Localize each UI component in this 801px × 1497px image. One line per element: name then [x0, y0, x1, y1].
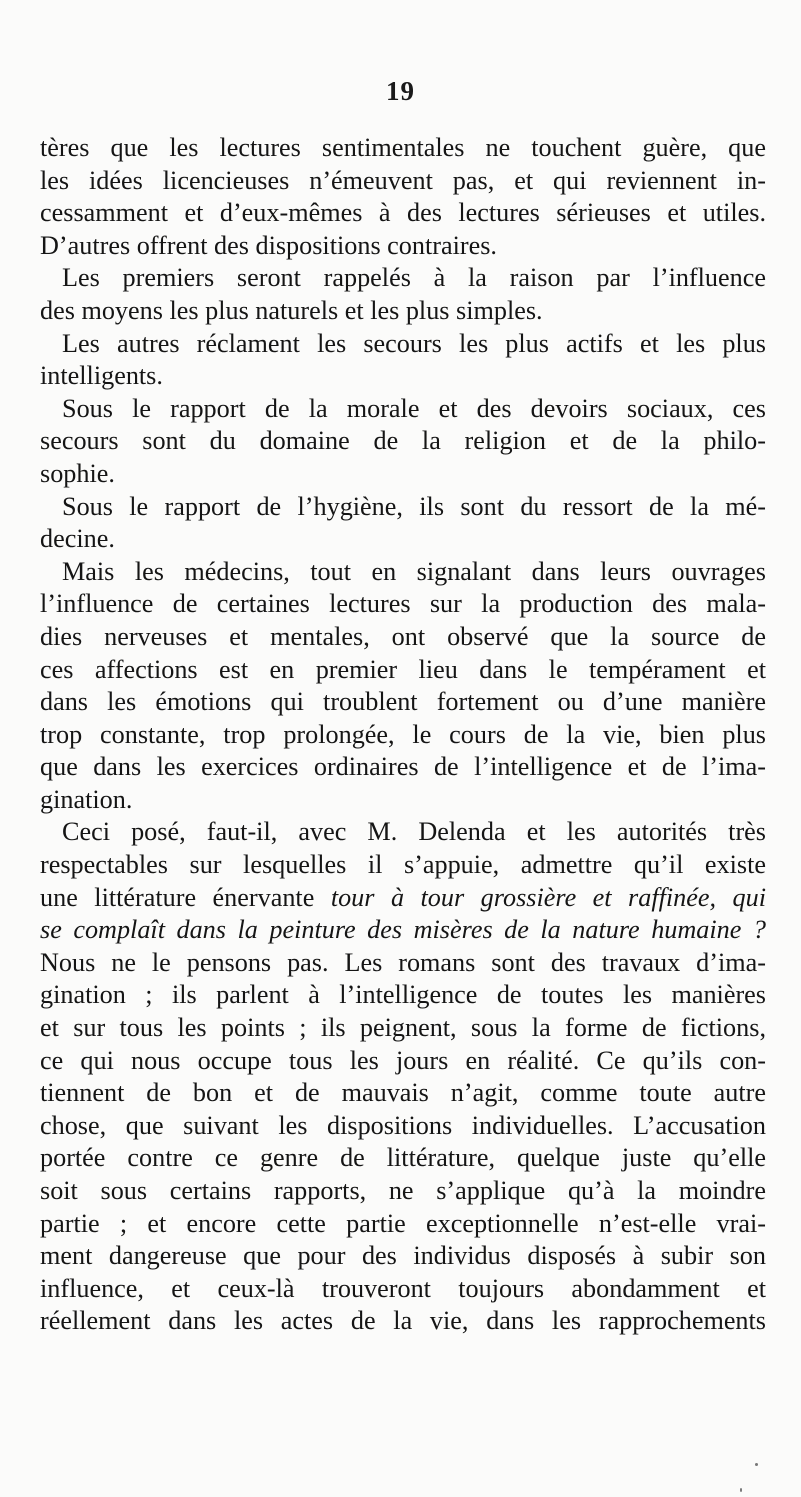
- text-line-content: les idées licencieuses n’émeuvent pas, et qui reviennent in-: [40, 165, 766, 195]
- text-line: [40, 1045, 766, 1078]
- text-line-content: ment dangereuse que pour des individus disposés à subir son: [40, 1241, 766, 1271]
- text-line-content: soit sous certains rapports, ne s’applique qu’à la moindre: [40, 1176, 766, 1205]
- text-line: [40, 1273, 766, 1306]
- text-line: [40, 393, 766, 426]
- text-line: [40, 165, 766, 198]
- text-line-content: partie ; et encore cette partie exceptionnelle n’est-elle vrai-: [40, 1208, 766, 1238]
- text-line: [40, 816, 766, 849]
- text-line: [40, 556, 766, 589]
- text-line-content: influence, et ceux-là trouveront toujours abondamment et: [40, 1273, 766, 1303]
- text-line-content: ces affections est en premier lieu dans le tempérament et: [40, 654, 766, 684]
- text-line: [40, 947, 766, 980]
- text-line-content: ce qui nous occupe tous les jours en réalité. Ce qu’ils con-: [40, 1045, 766, 1075]
- text-line-content: l’influence de certaines lectures sur la production des mala-: [40, 589, 766, 619]
- text-line: [40, 1110, 766, 1143]
- page-number: 19: [386, 76, 415, 106]
- text-line-content: D’autres offrent des dispositions contraires.: [40, 230, 497, 260]
- text-line-content: Nous ne le pensons pas. Les romans sont des travaux d’ima-: [40, 947, 766, 977]
- text-line-content: que dans les exercices ordinaires de l’intelligence et de l’ima-: [40, 752, 766, 782]
- text-line-content: Ceci posé, faut-il, avec M. Delenda et les autorités très: [62, 817, 766, 847]
- text-line: [40, 719, 766, 752]
- text-line: [40, 491, 766, 524]
- text-line: [40, 588, 766, 621]
- text-line-content: Sous le rapport de l’hygiène, ils sont du ressort de la mé-: [62, 491, 766, 521]
- text-line: [40, 523, 766, 556]
- text-line-content: sophie.: [40, 458, 115, 488]
- text-line: [40, 654, 766, 687]
- italic-phrase: tour à tour grossière et raffinée, qui: [330, 882, 766, 912]
- text-line: [40, 751, 766, 784]
- text-line-content: tères que les lectures sentimentales ne touchent guère, que: [40, 133, 766, 162]
- text-line-content: respectables sur lesquelles il s’appuie, admettre qu’il existe: [40, 850, 766, 880]
- body-text: [40, 132, 766, 1338]
- text-line-content: réellement dans les actes de la vie, dans les rapprochements: [40, 1306, 766, 1336]
- text-line-content: Sous le rapport de la morale et des devoirs sociaux, ces: [62, 393, 766, 423]
- text-line: [40, 1305, 766, 1338]
- text-line-content: chose, que suivant les dispositions individuelles. L’accusation: [40, 1110, 766, 1140]
- ink-speck: [755, 1463, 758, 1466]
- text-line: [40, 1208, 766, 1241]
- text-line-content: trop constante, trop prolongée, le cours de la vie, bien plus: [40, 719, 766, 749]
- text-line: [40, 979, 766, 1012]
- text-line-content: Mais les médecins, tout en signalant dans leurs ouvrages: [62, 556, 766, 586]
- text-line-content: decine.: [40, 524, 115, 554]
- text-line-content: intelligents.: [40, 361, 163, 391]
- text-line: [40, 230, 766, 263]
- text-line: [40, 262, 766, 295]
- text-line: [40, 1012, 766, 1045]
- text-line-content: portée contre ce genre de littérature, quelque juste qu’elle: [40, 1143, 766, 1173]
- text-line-content: gination.: [40, 784, 133, 814]
- text-line: [40, 849, 766, 882]
- text-line: [40, 1240, 766, 1273]
- text-line: [40, 784, 766, 817]
- text-line-content: une littérature énervante: [40, 882, 331, 912]
- text-line: [40, 425, 766, 458]
- text-line: [40, 458, 766, 491]
- text-line-content: tiennent de bon et de mauvais n’agit, comme toute autre: [40, 1078, 766, 1108]
- text-line: [40, 1175, 766, 1208]
- text-line: [40, 1077, 766, 1110]
- text-line-content: secours sont du domaine de la religion et de la philo-: [40, 426, 766, 456]
- text-line: [40, 328, 766, 361]
- text-line: [40, 621, 766, 654]
- text-line: [40, 882, 766, 915]
- text-line-content: cessamment et d’eux-mêmes à des lectures sérieuses et utiles.: [40, 198, 766, 228]
- text-line: [40, 132, 766, 165]
- text-line: [40, 295, 766, 328]
- text-line-content: et sur tous les points ; ils peignent, sous la forme de fictions,: [40, 1013, 766, 1043]
- ink-speck: [740, 1488, 742, 1492]
- text-line: [40, 686, 766, 719]
- text-line: [40, 360, 766, 393]
- text-line-content: gination ; ils parlent à l’intelligence de toutes les manières: [40, 980, 766, 1010]
- text-line-content: dies nerveuses et mentales, ont observé que la source de: [40, 621, 766, 651]
- text-line-content: Les premiers seront rappelés à la raison par l’influence: [62, 263, 766, 293]
- text-line: [40, 1142, 766, 1175]
- text-line: [40, 197, 766, 230]
- text-line-content: des moyens les plus naturels et les plus simples.: [40, 295, 543, 325]
- italic-phrase: se complaît dans la peinture des misères de la nature humaine ?: [40, 915, 766, 945]
- text-line-content: dans les émotions qui troublent fortement ou d’une manière: [40, 687, 766, 717]
- text-line: [40, 914, 766, 947]
- text-line-content: Les autres réclament les secours les plus actifs et les plus: [62, 328, 766, 358]
